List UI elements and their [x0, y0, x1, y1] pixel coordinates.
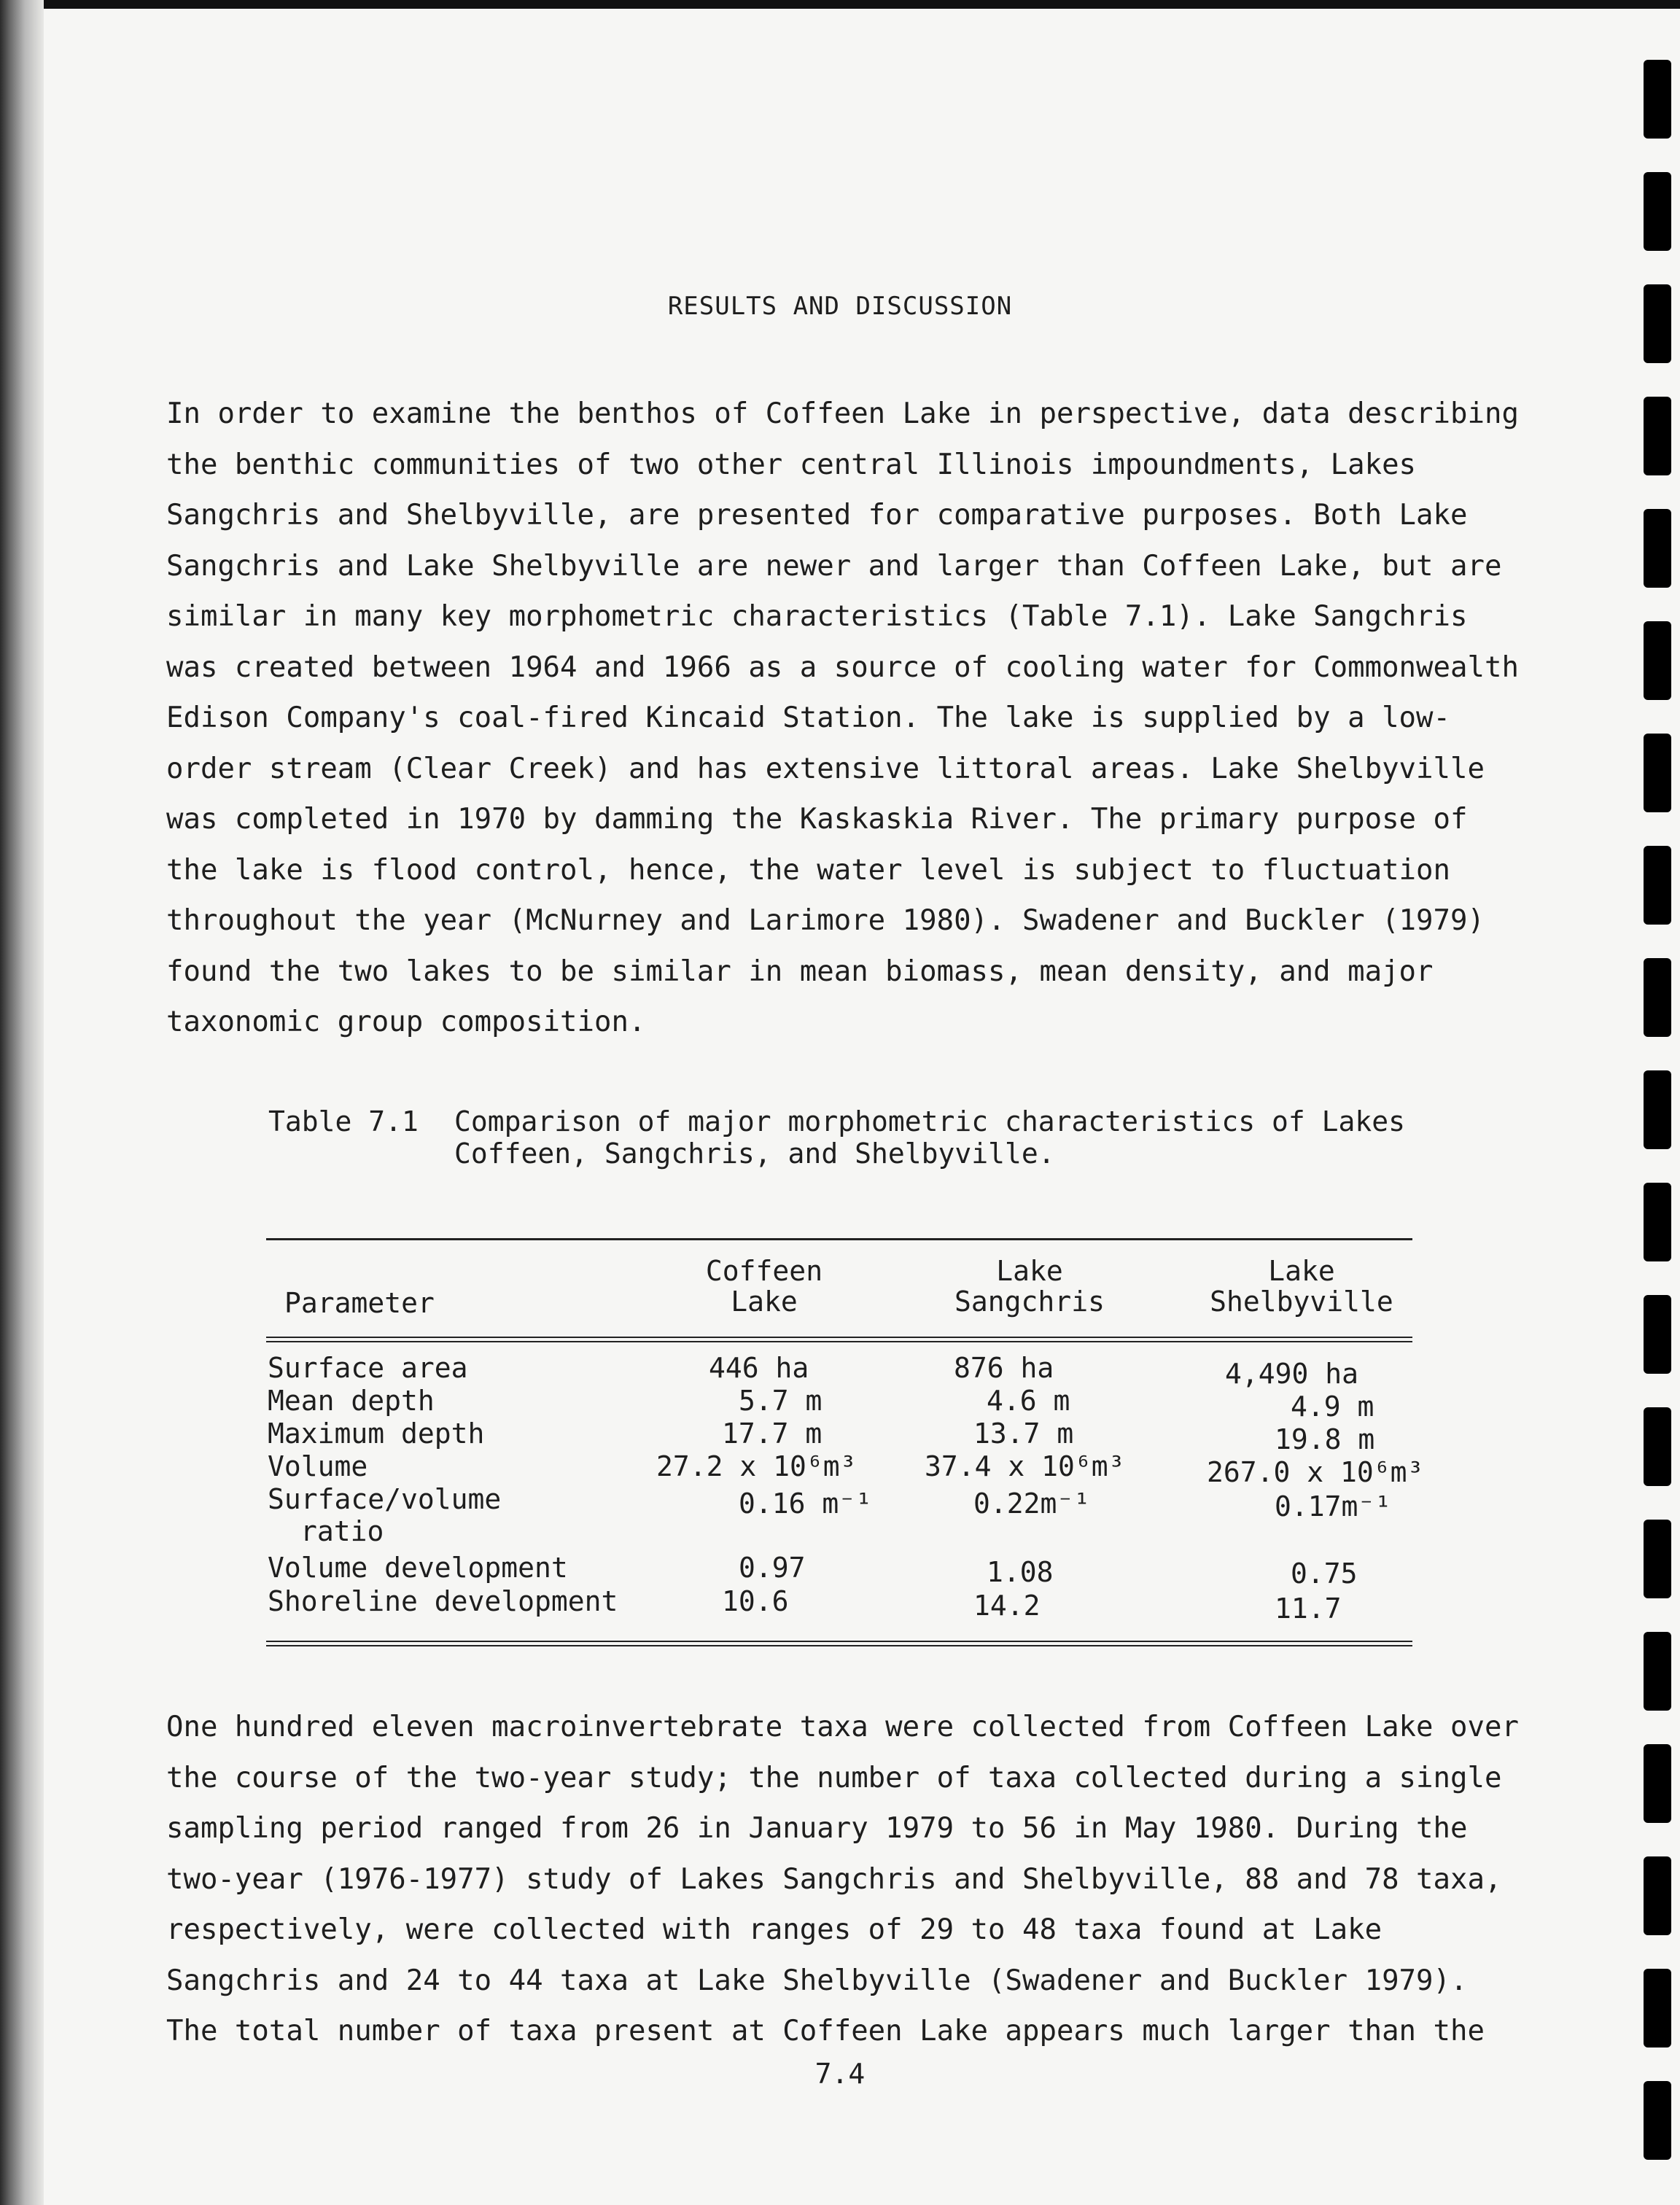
results-paragraph: [166, 1702, 1519, 2057]
text-line: respectively, were collected with ranges of 29 to 48 taxa found at Lake: [166, 1913, 1382, 1946]
table-cell: 37.4 x 10⁶m³: [925, 1450, 1125, 1482]
binder-hole: [1644, 1856, 1671, 1935]
binder-hole: [1644, 1070, 1671, 1149]
table-row-label: Surface/volume: [268, 1483, 502, 1515]
header-parameter: [284, 1288, 435, 1318]
header-coffeen-lake: [669, 1256, 859, 1317]
header-line: Shelbyville: [1210, 1286, 1393, 1318]
binder-hole: [1644, 734, 1671, 812]
table-row-label: Volume development: [268, 1552, 568, 1584]
header-lake-shelbyville: [1192, 1256, 1411, 1317]
text-line: two-year (1976-1977) study of Lakes Sangchris and Shelbyville, 88 and 78 taxa,: [166, 1862, 1502, 1896]
table-row-label: Maximum depth: [268, 1418, 485, 1450]
binder-hole: [1644, 60, 1671, 139]
header-line: Sangchris: [954, 1286, 1105, 1318]
header-line: Coffeen: [705, 1255, 823, 1287]
scan-top-edge: [0, 0, 1680, 9]
text-line: One hundred eleven macroinvertebrate taxa were collected from Coffeen Lake over: [166, 1711, 1519, 1743]
text-line: was created between 1964 and 1966 as a source of cooling water for Commonwealth: [166, 650, 1519, 684]
table-cell: 11.7: [1275, 1592, 1342, 1625]
text-line: throughout the year (McNurney and Larimore 1980). Swadener and Buckler (1979): [166, 904, 1485, 937]
text-line: order stream (Clear Creek) and has extensive littoral areas. Lake Shelbyville: [166, 752, 1485, 785]
header-line: Lake: [996, 1255, 1063, 1287]
table-header-rule: [266, 1337, 1412, 1338]
table-cell: 0.75: [1291, 1558, 1358, 1590]
text-line: The total number of taxa present at Coffeen Lake appears much larger than the: [166, 2015, 1485, 2048]
text-line: the benthic communities of two other central Illinois impoundments, Lakes: [166, 448, 1417, 481]
binder-hole: [1644, 1183, 1671, 1261]
page-number: 7.4: [814, 2058, 866, 2090]
table-cell: 4.6 m: [987, 1385, 1070, 1417]
binder-hole: [1644, 1407, 1671, 1486]
text-line: taxonomic group composition.: [166, 1006, 646, 1038]
table-caption-label: Table 7.1: [268, 1105, 419, 1138]
text-line: Sangchris and Shelbyville, are presented for comparative purposes. Both Lake: [166, 499, 1468, 532]
binder-hole: [1644, 2081, 1671, 2160]
table-row-label: Volume: [268, 1450, 368, 1482]
text-line: similar in many key morphometric characteristics (Table 7.1). Lake Sangchris: [166, 600, 1468, 633]
text-line: Edison Company's coal-fired Kincaid Station. The lake is supplied by a low-: [166, 701, 1450, 734]
binder-hole: [1644, 1295, 1671, 1374]
table-cell: 446 ha: [709, 1352, 809, 1384]
scan-left-edge: [0, 0, 44, 2205]
table-cell: 27.2 x 10⁶m³: [656, 1450, 857, 1482]
table-cell: 267.0 x 10⁶m³: [1207, 1456, 1424, 1488]
table-cell: 0.17m⁻¹: [1275, 1490, 1392, 1522]
table-cell: 13.7 m: [973, 1418, 1074, 1450]
text-line: the course of the two-year study; the number of taxa collected during a single: [166, 1761, 1502, 1794]
binder-hole: [1644, 1744, 1671, 1823]
binder-holes: [1644, 0, 1671, 2205]
header-line: Lake: [731, 1286, 798, 1318]
caption-line: Coffeen, Sangchris, and Shelbyville.: [454, 1138, 1055, 1170]
table-top-rule: [266, 1238, 1412, 1240]
binder-hole: [1644, 1520, 1671, 1598]
table-cell: 876 ha: [954, 1352, 1054, 1384]
text-line: was completed in 1970 by damming the Kaskaskia River. The primary purpose of: [166, 803, 1468, 836]
table-cell: 14.2: [973, 1590, 1041, 1622]
table-cell: 0.22m⁻¹: [973, 1488, 1091, 1520]
text-line: Sangchris and 24 to 44 taxa at Lake Shelbyville (Swadener and Buckler 1979).: [166, 1964, 1468, 1997]
binder-hole: [1644, 1632, 1671, 1711]
table-cell: 0.97: [739, 1552, 806, 1584]
binder-hole: [1644, 621, 1671, 700]
table-caption-text: [454, 1105, 1405, 1170]
text-line: the lake is flood control, hence, the water level is subject to fluctuation: [166, 853, 1450, 887]
table-cell: 17.7 m: [722, 1418, 822, 1450]
binder-hole: [1644, 172, 1671, 251]
header-parameter-label: Parameter: [284, 1287, 435, 1319]
table-cell: 10.6: [722, 1585, 789, 1617]
binder-hole: [1644, 509, 1671, 588]
binder-hole: [1644, 397, 1671, 475]
table-cell: 0.16 m⁻¹: [739, 1488, 873, 1520]
table-bottom-rule: [266, 1641, 1412, 1642]
text-line: Sangchris and Lake Shelbyville are newer and larger than Coffeen Lake, but are: [166, 549, 1502, 583]
table-row-label: Surface area: [268, 1352, 468, 1384]
text-line: found the two lakes to be similar in mean biomass, mean density, and major: [166, 954, 1434, 988]
table-cell: 1.08: [987, 1556, 1054, 1588]
text-line: sampling period ranged from 26 in January 1979 to 56 in May 1980. During the: [166, 1812, 1468, 1845]
table-cell: 5.7 m: [739, 1385, 822, 1417]
caption-line: Comparison of major morphometric characteristics of Lakes: [454, 1105, 1406, 1138]
table-row-label-continued: ratio: [300, 1515, 384, 1547]
binder-hole: [1644, 846, 1671, 925]
binder-hole: [1644, 1969, 1671, 2048]
header-line: Lake: [1268, 1255, 1335, 1287]
table-row-label: Shoreline development: [268, 1585, 618, 1617]
text-line: In order to examine the benthos of Coffeen Lake in perspective, data describing: [166, 397, 1519, 430]
table-cell: 4.9 m: [1291, 1391, 1374, 1423]
binder-hole: [1644, 958, 1671, 1037]
section-heading: RESULTS AND DISCUSSION: [667, 292, 1013, 321]
intro-paragraph: [166, 389, 1519, 1048]
table-row-label: Mean depth: [268, 1385, 435, 1417]
header-lake-sangchris: [935, 1256, 1124, 1317]
table-cell: 4,490 ha: [1225, 1358, 1359, 1390]
table-cell: 19.8 m: [1275, 1423, 1375, 1455]
